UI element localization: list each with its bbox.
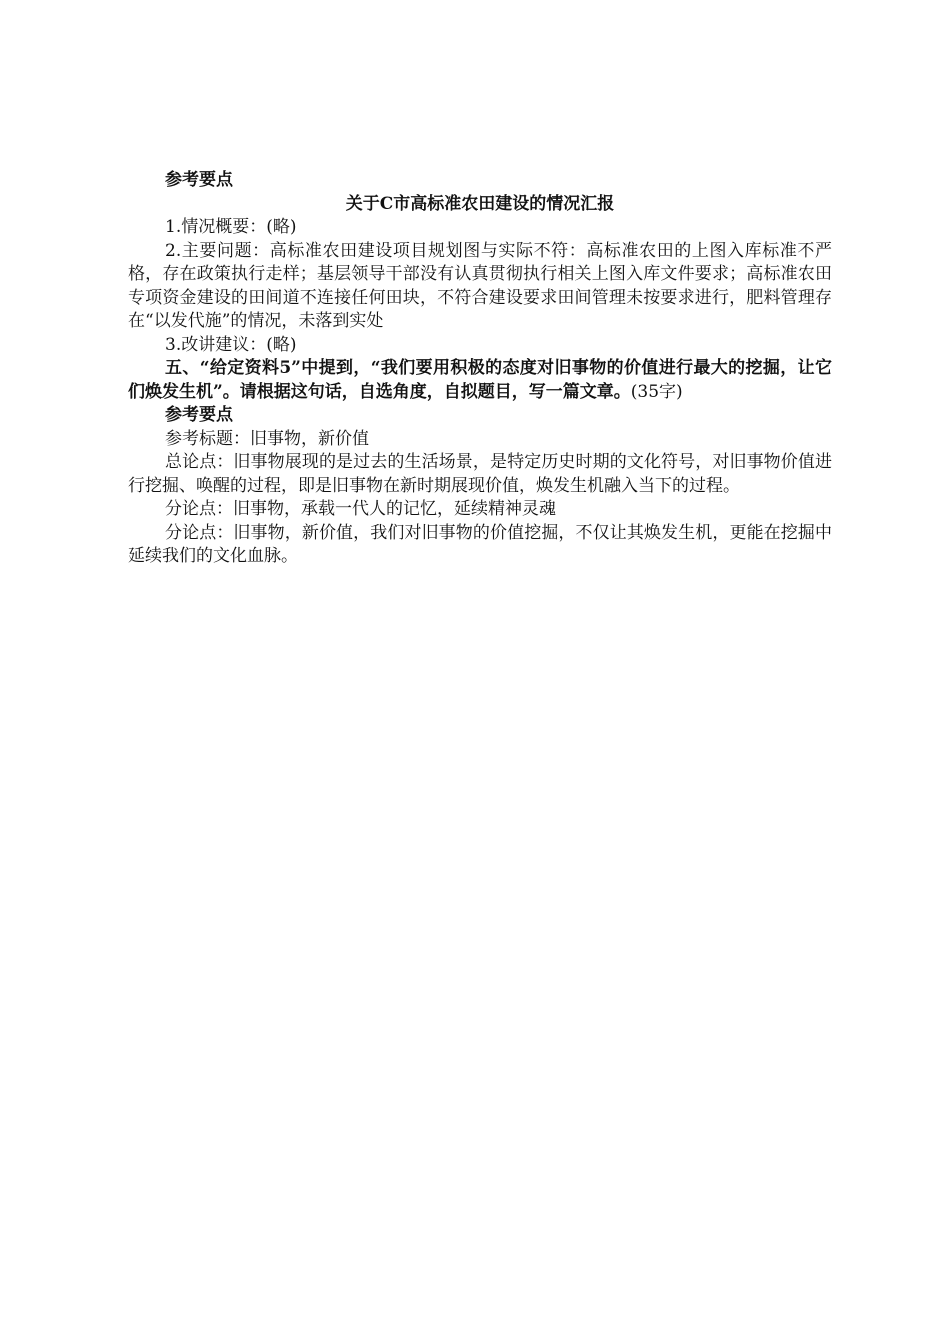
reference-points-heading: 参考要点 bbox=[165, 170, 233, 190]
question-five bbox=[128, 357, 832, 404]
word-count-note: (35字) bbox=[630, 381, 683, 402]
question-five-text: 五、“给定资料5”中提到，“我们要用积极的态度对旧事物的价值进行最大的挖掘，让它们焕发生机”。请根据这句话，自选角度，自拟题目，写一篇文章。 bbox=[128, 358, 832, 402]
main-argument: 总论点：旧事物展现的是过去的生活场景，是特定历史时期的文化符号，对旧事物价值进行挖掘、唤醒的过程，即是旧事物在新时期展现价值，焕发生机融入当下的过程。 bbox=[128, 452, 832, 496]
summary-item: 1.情况概要：(略) bbox=[165, 217, 297, 237]
improvement-suggestions-item: 3.改讲建议：(略) bbox=[165, 334, 297, 355]
sub-argument-1: 分论点：旧事物，承载一代人的记忆，延续精神灵魂 bbox=[165, 499, 556, 519]
report-title: 关于C市高标准农田建设的情况汇报 bbox=[345, 193, 615, 214]
document-page bbox=[128, 169, 832, 569]
reference-title-line: 参考标题：旧事物，新价值 bbox=[165, 428, 369, 449]
main-problems-item: 2.主要问题：高标准农田建设项目规划图与实际不符：高标准农田的上图入库标准不严格，存在政策执行走样；基层领导干部没有认真贯彻执行相关上图入库文件要求；高标准农田专项资金建设的田间道不连接任何田块，不符合建设要求田间管理未按要求进行，肥料管理存在“以发代施”的情况，未落到实处 bbox=[128, 240, 832, 331]
reference-points-heading-2: 参考要点 bbox=[165, 405, 233, 425]
sub-argument-2: 分论点：旧事物，新价值，我们对旧事物的价值挖掘，不仅让其焕发生机，更能在挖掘中延续我们的文化血脉。 bbox=[128, 522, 832, 566]
